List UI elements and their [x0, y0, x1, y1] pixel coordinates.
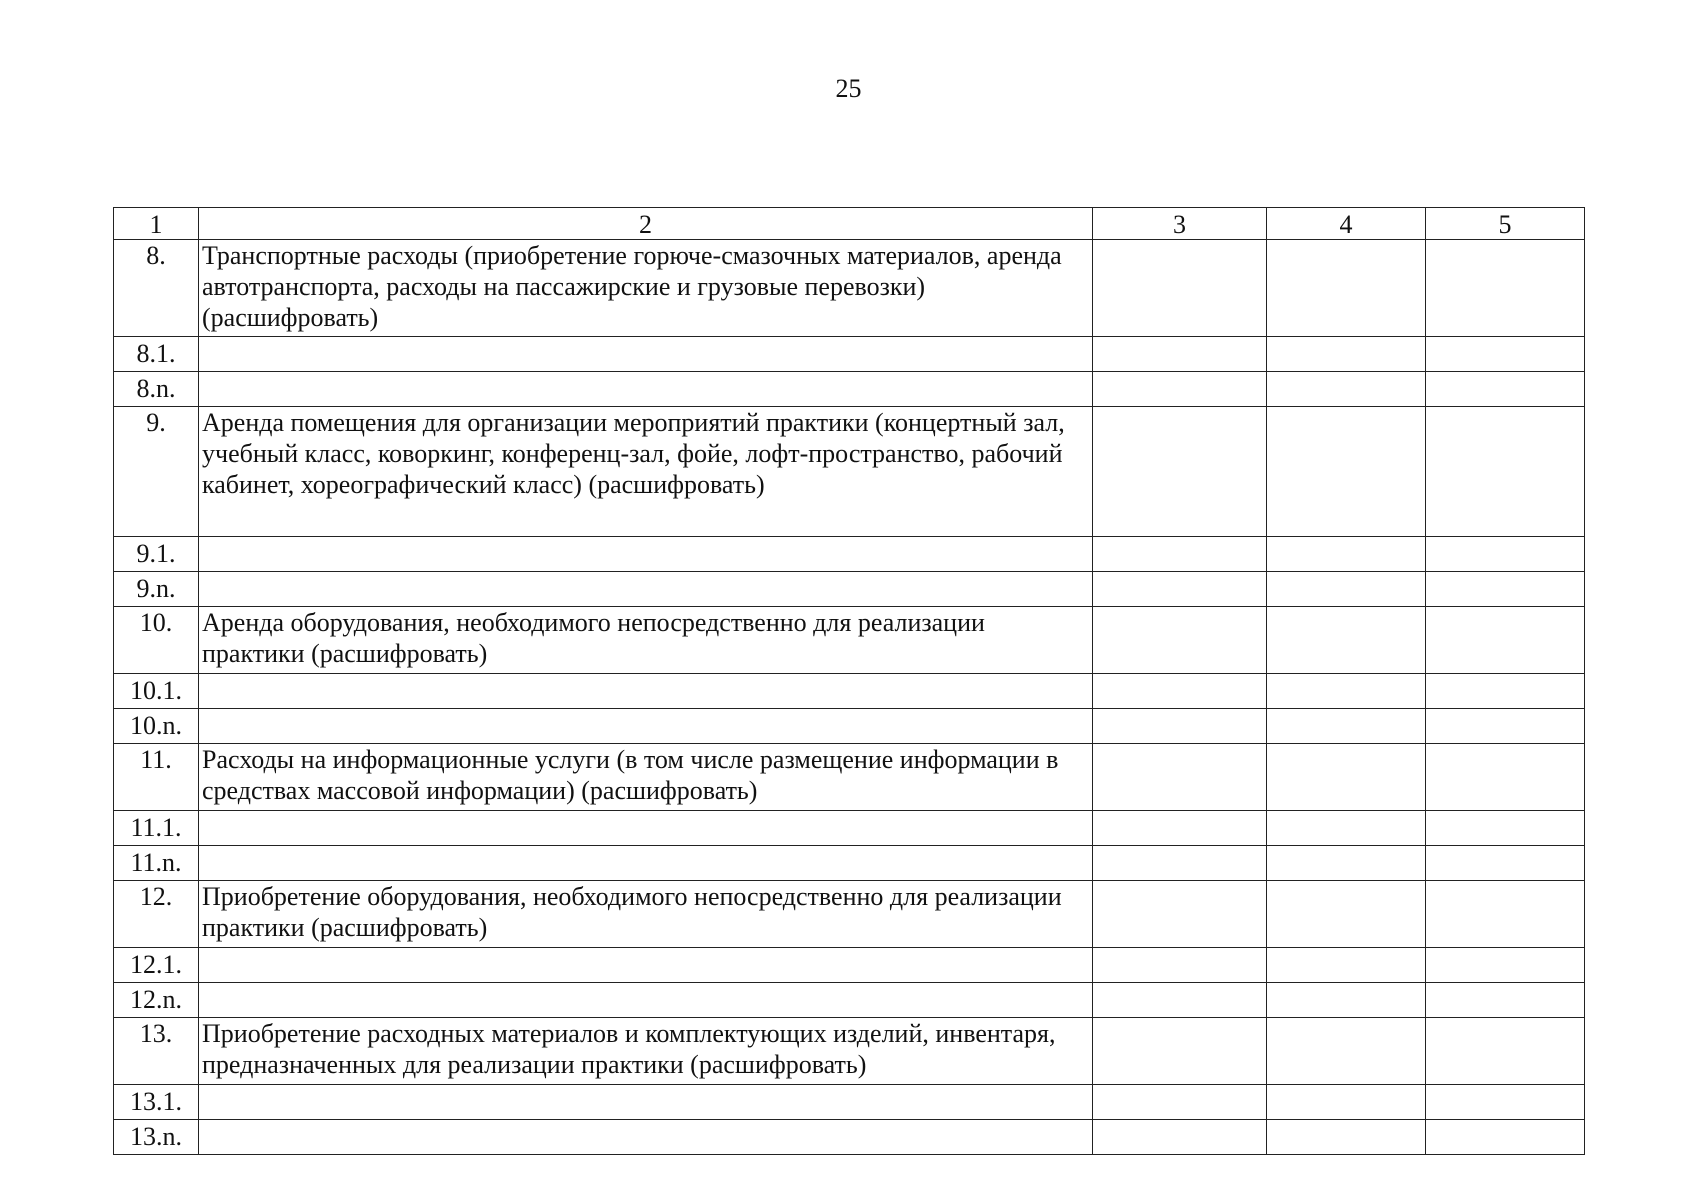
row-number: 12. [114, 881, 199, 948]
column-header: 3 [1093, 208, 1267, 240]
value-cell [1093, 1120, 1267, 1155]
value-cell [1093, 811, 1267, 846]
value-cell [1426, 1085, 1585, 1120]
row-number: 9.1. [114, 537, 199, 572]
value-cell [1267, 674, 1426, 709]
value-cell [1093, 572, 1267, 607]
row-number: 13. [114, 1018, 199, 1085]
row-description: Приобретение расходных материалов и комплектующих изделий, инвентаря, предназначенных для реализации практики (расшифровать) [199, 1018, 1093, 1085]
row-description [199, 372, 1093, 407]
value-cell [1426, 240, 1585, 337]
row-number: 8.n. [114, 372, 199, 407]
column-header: 4 [1267, 208, 1426, 240]
row-number: 12.n. [114, 983, 199, 1018]
row-description: Транспортные расходы (приобретение горюче-смазочных материалов, аренда автотранспорта, расходы на пассажирские и грузовые перевозки) (расшифровать) [199, 240, 1093, 337]
table-row [114, 372, 1585, 407]
row-number: 11. [114, 744, 199, 811]
value-cell [1267, 744, 1426, 811]
row-number: 11.1. [114, 811, 199, 846]
table-row [114, 846, 1585, 881]
value-cell [1267, 1018, 1426, 1085]
row-number: 9. [114, 407, 199, 537]
row-number: 10. [114, 607, 199, 674]
row-number: 9.n. [114, 572, 199, 607]
value-cell [1093, 537, 1267, 572]
value-cell [1093, 1085, 1267, 1120]
value-cell [1267, 948, 1426, 983]
value-cell [1267, 881, 1426, 948]
value-cell [1093, 674, 1267, 709]
table-row [114, 1120, 1585, 1155]
value-cell [1093, 709, 1267, 744]
table-row [114, 407, 1585, 537]
budget-table [113, 207, 1585, 1155]
row-description [199, 1085, 1093, 1120]
value-cell [1426, 881, 1585, 948]
row-number: 10.1. [114, 674, 199, 709]
value-cell [1093, 948, 1267, 983]
value-cell [1267, 1120, 1426, 1155]
value-cell [1267, 537, 1426, 572]
value-cell [1267, 572, 1426, 607]
row-number: 11.n. [114, 846, 199, 881]
value-cell [1093, 407, 1267, 537]
value-cell [1426, 537, 1585, 572]
value-cell [1426, 337, 1585, 372]
value-cell [1426, 811, 1585, 846]
value-cell [1267, 709, 1426, 744]
value-cell [1267, 983, 1426, 1018]
value-cell [1426, 948, 1585, 983]
value-cell [1426, 744, 1585, 811]
table-row [114, 537, 1585, 572]
row-description [199, 709, 1093, 744]
value-cell [1267, 407, 1426, 537]
column-header: 1 [114, 208, 199, 240]
row-number: 13.1. [114, 1085, 199, 1120]
value-cell [1267, 1085, 1426, 1120]
row-description: Приобретение оборудования, необходимого непосредственно для реализации практики (расшифровать) [199, 881, 1093, 948]
column-header: 5 [1426, 208, 1585, 240]
table-row [114, 240, 1585, 337]
table-row [114, 337, 1585, 372]
value-cell [1267, 607, 1426, 674]
row-description [199, 846, 1093, 881]
row-number: 8.1. [114, 337, 199, 372]
table-row [114, 674, 1585, 709]
page-number: 25 [835, 74, 862, 103]
value-cell [1267, 811, 1426, 846]
table-row [114, 607, 1585, 674]
value-cell [1426, 607, 1585, 674]
value-cell [1093, 1018, 1267, 1085]
table-row [114, 811, 1585, 846]
value-cell [1093, 846, 1267, 881]
row-description [199, 948, 1093, 983]
value-cell [1093, 744, 1267, 811]
value-cell [1093, 607, 1267, 674]
table-row [114, 572, 1585, 607]
row-number: 8. [114, 240, 199, 337]
row-description [199, 983, 1093, 1018]
value-cell [1426, 1018, 1585, 1085]
row-description: Аренда помещения для организации мероприятий практики (концертный зал, учебный класс, коворкинг, конференц-зал, фойе, лофт-пространство, рабочий кабинет, хореографический класс) (расшифровать) [199, 407, 1093, 537]
value-cell [1426, 572, 1585, 607]
row-description: Аренда оборудования, необходимого непосредственно для реализации практики (расшифровать) [199, 607, 1093, 674]
value-cell [1426, 674, 1585, 709]
value-cell [1093, 337, 1267, 372]
row-number: 12.1. [114, 948, 199, 983]
value-cell [1426, 1120, 1585, 1155]
table-row [114, 881, 1585, 948]
row-description [199, 1120, 1093, 1155]
row-description [199, 537, 1093, 572]
value-cell [1093, 372, 1267, 407]
table-row [114, 948, 1585, 983]
value-cell [1267, 846, 1426, 881]
table-row [114, 1085, 1585, 1120]
value-cell [1426, 983, 1585, 1018]
value-cell [1426, 372, 1585, 407]
table-row [114, 709, 1585, 744]
value-cell [1267, 372, 1426, 407]
value-cell [1267, 337, 1426, 372]
value-cell [1267, 240, 1426, 337]
value-cell [1426, 846, 1585, 881]
table-row [114, 1018, 1585, 1085]
value-cell [1426, 709, 1585, 744]
row-number: 10.n. [114, 709, 199, 744]
table-row [114, 983, 1585, 1018]
value-cell [1426, 407, 1585, 537]
row-description [199, 337, 1093, 372]
row-description [199, 572, 1093, 607]
row-description [199, 811, 1093, 846]
value-cell [1093, 881, 1267, 948]
table-row [114, 744, 1585, 811]
value-cell [1093, 983, 1267, 1018]
row-description [199, 674, 1093, 709]
column-header: 2 [199, 208, 1093, 240]
row-description: Расходы на информационные услуги (в том числе размещение информации в средствах массовой информации) (расшифровать) [199, 744, 1093, 811]
table-header-row [114, 208, 1585, 240]
row-number: 13.n. [114, 1120, 199, 1155]
value-cell [1093, 240, 1267, 337]
